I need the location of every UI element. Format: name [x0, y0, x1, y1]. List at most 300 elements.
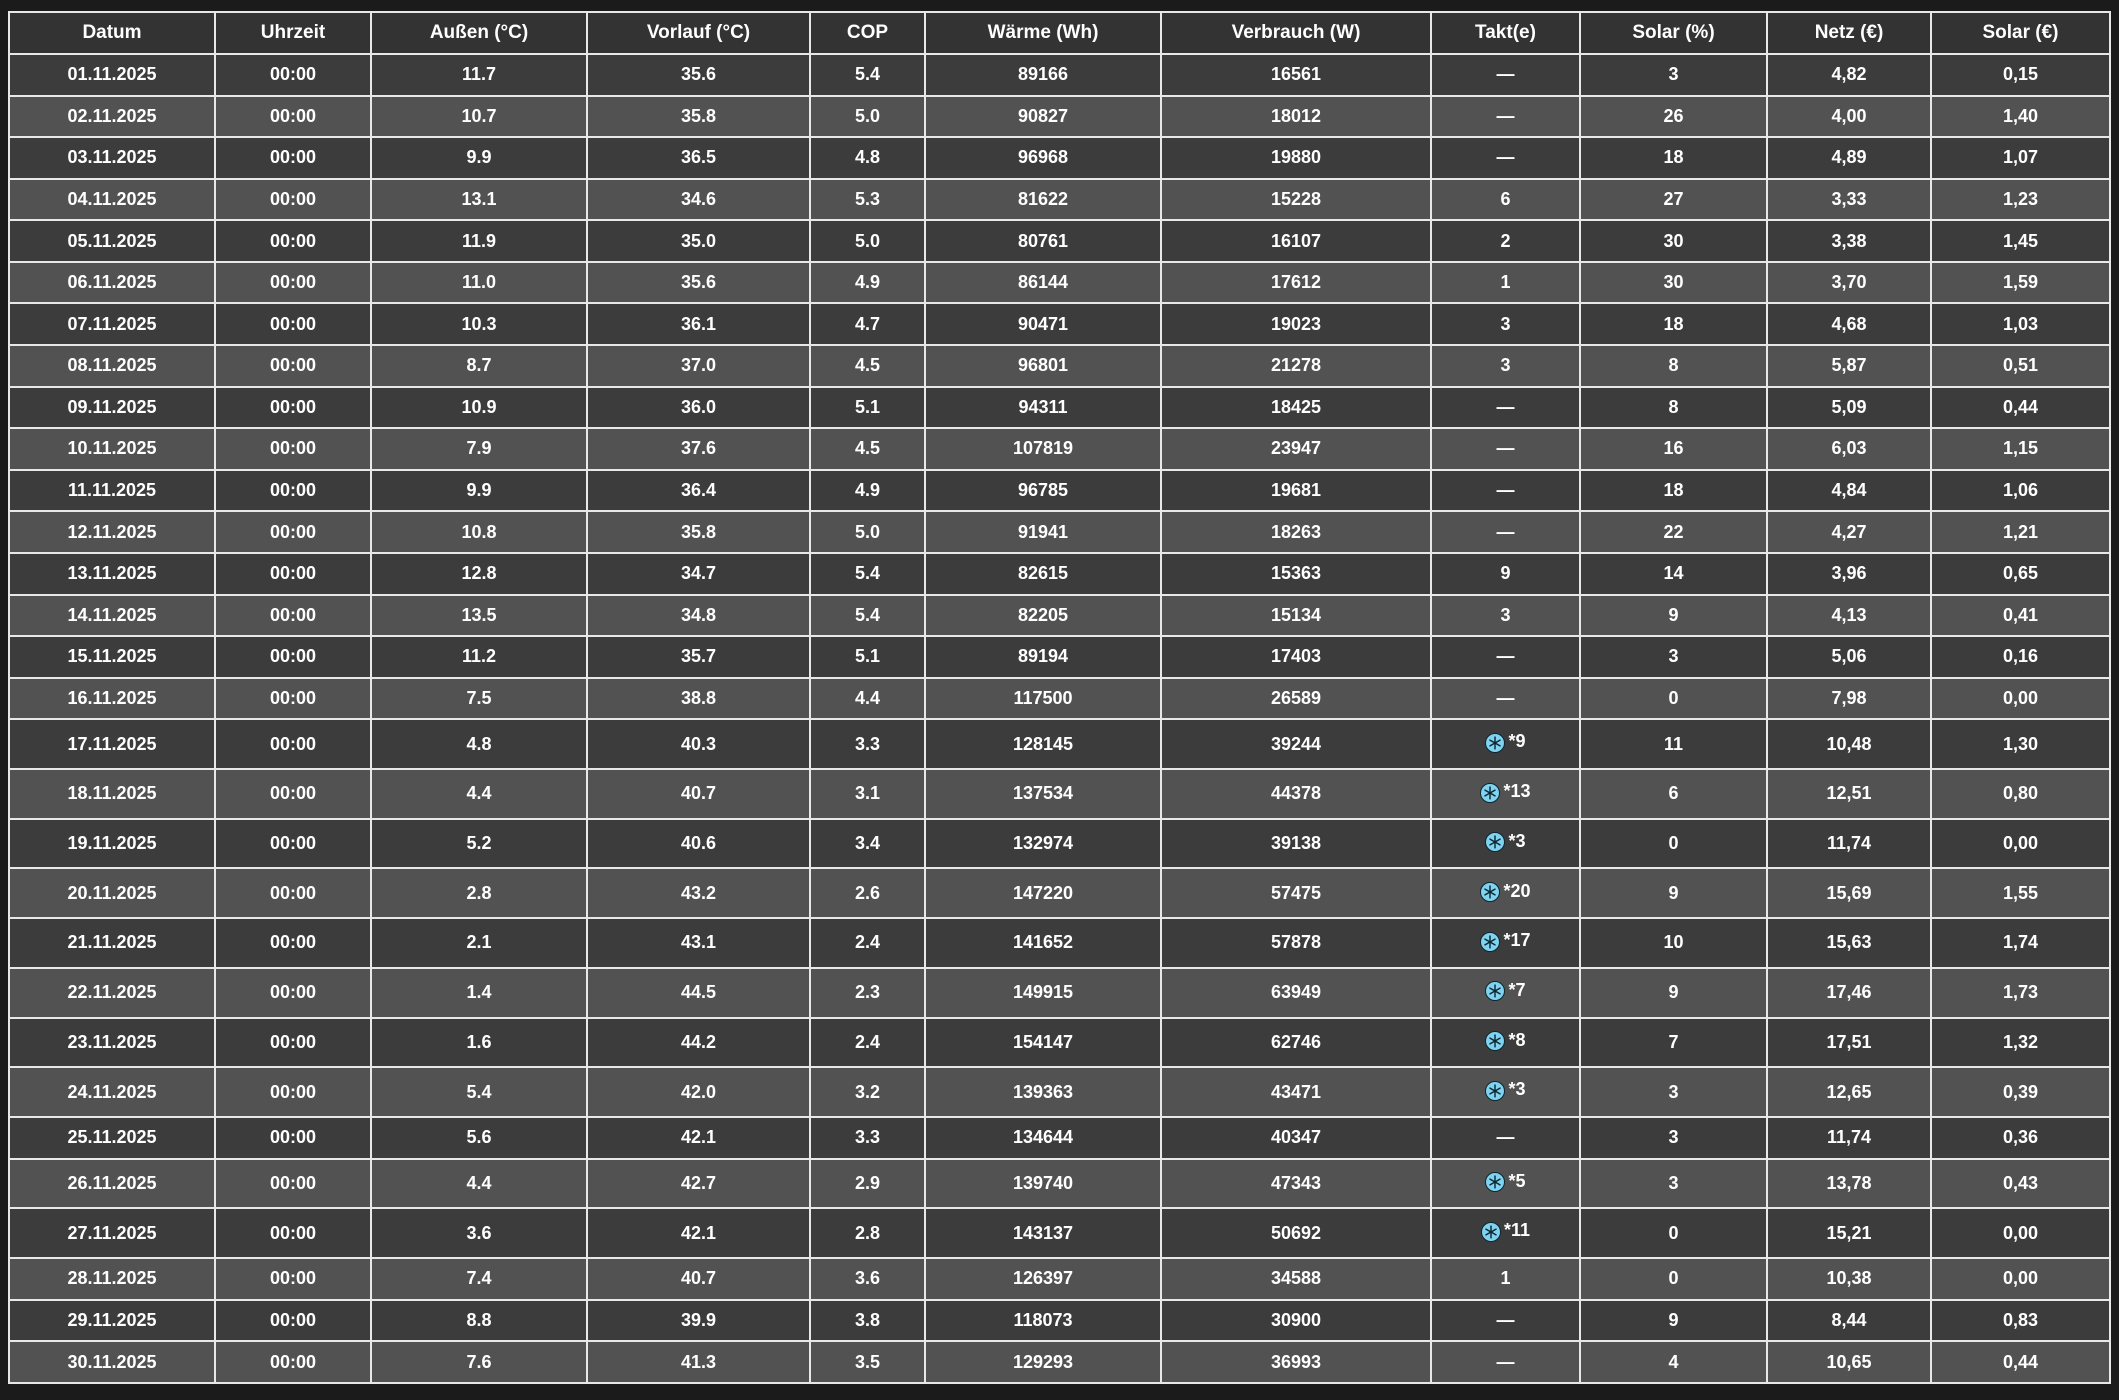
cell-takte — [1431, 428, 1580, 470]
cell-uhrzeit: 00:00 — [215, 387, 371, 429]
cell-netz-eur: 10,48 — [1767, 719, 1931, 769]
cell-cop: 2.8 — [810, 1208, 925, 1258]
cell-solar-eur: 0,41 — [1931, 595, 2110, 637]
cell-solar-eur: 1,59 — [1931, 262, 2110, 304]
takt-value: — — [1496, 521, 1515, 542]
cell-datum: 16.11.2025 — [9, 678, 215, 720]
cell-netz-eur: 17,51 — [1767, 1018, 1931, 1068]
cell-uhrzeit: 00:00 — [215, 1018, 371, 1068]
takt-value-wrap — [1485, 1171, 1525, 1192]
cell-datum: 19.11.2025 — [9, 819, 215, 869]
cell-vorlauf: 35.8 — [587, 511, 810, 553]
cell-solar-pct: 3 — [1580, 1159, 1767, 1209]
cell-aussen: 1.6 — [371, 1018, 587, 1068]
takt-value-wrap — [1500, 272, 1510, 293]
cell-uhrzeit: 00:00 — [215, 470, 371, 512]
cell-waerme: 96785 — [925, 470, 1161, 512]
snowflake-icon — [1480, 882, 1500, 902]
cell-verbrauch: 17403 — [1161, 636, 1431, 678]
cell-aussen: 8.8 — [371, 1300, 587, 1342]
cell-uhrzeit: 00:00 — [215, 918, 371, 968]
cell-uhrzeit: 00:00 — [215, 54, 371, 96]
takt-value-wrap — [1497, 438, 1515, 459]
takt-value-wrap — [1497, 64, 1515, 85]
cell-solar-eur: 1,03 — [1931, 303, 2110, 345]
cell-cop: 3.3 — [810, 1117, 925, 1159]
cell-netz-eur: 5,06 — [1767, 636, 1931, 678]
snowflake-icon — [1485, 1031, 1505, 1051]
snowflake-icon — [1480, 932, 1500, 952]
cell-solar-eur: 0,83 — [1931, 1300, 2110, 1342]
cell-waerme: 134644 — [925, 1117, 1161, 1159]
cell-uhrzeit: 00:00 — [215, 636, 371, 678]
cell-verbrauch: 16561 — [1161, 54, 1431, 96]
cell-waerme: 149915 — [925, 968, 1161, 1018]
takt-value: — — [1496, 1309, 1515, 1330]
cell-takte — [1431, 345, 1580, 387]
table-body — [9, 54, 2110, 1383]
takt-value-wrap — [1497, 147, 1515, 168]
takt-value-wrap — [1500, 1268, 1510, 1289]
cell-vorlauf: 35.6 — [587, 54, 810, 96]
cell-takte — [1431, 54, 1580, 96]
cell-vorlauf: 36.5 — [587, 137, 810, 179]
takt-value: — — [1496, 147, 1515, 168]
cell-vorlauf: 43.2 — [587, 868, 810, 918]
takt-value-wrap — [1497, 106, 1515, 127]
cell-solar-eur: 1,07 — [1931, 137, 2110, 179]
cell-cop: 3.8 — [810, 1300, 925, 1342]
cell-aussen: 1.4 — [371, 968, 587, 1018]
column-header-uhrzeit[interactable]: Uhrzeit — [215, 12, 371, 54]
cell-waerme: 94311 — [925, 387, 1161, 429]
column-header-solar-pct[interactable]: Solar (%) — [1580, 12, 1767, 54]
cell-netz-eur: 3,33 — [1767, 179, 1931, 221]
cell-waerme: 118073 — [925, 1300, 1161, 1342]
cell-waerme: 86144 — [925, 262, 1161, 304]
cell-cop: 5.0 — [810, 511, 925, 553]
takt-value: 1 — [1500, 1268, 1511, 1289]
cell-uhrzeit: 00:00 — [215, 1258, 371, 1300]
cell-solar-eur: 1,15 — [1931, 428, 2110, 470]
cell-datum: 04.11.2025 — [9, 179, 215, 221]
cell-verbrauch: 43471 — [1161, 1067, 1431, 1117]
cell-uhrzeit: 00:00 — [215, 1067, 371, 1117]
cell-netz-eur: 4,68 — [1767, 303, 1931, 345]
cell-aussen: 13.5 — [371, 595, 587, 637]
snowflake-icon — [1485, 733, 1505, 753]
table-row[interactable] — [9, 719, 2110, 769]
cell-takte — [1431, 1208, 1580, 1258]
table-row[interactable] — [9, 595, 2110, 637]
table-row[interactable] — [9, 819, 2110, 869]
cell-vorlauf: 35.8 — [587, 96, 810, 138]
table-row[interactable] — [9, 387, 2110, 429]
cell-datum: 20.11.2025 — [9, 868, 215, 918]
table-row[interactable] — [9, 1067, 2110, 1117]
cell-solar-pct: 4 — [1580, 1341, 1767, 1383]
takt-value: *11 — [1503, 1220, 1531, 1241]
cell-aussen: 8.7 — [371, 345, 587, 387]
cell-takte — [1431, 918, 1580, 968]
cell-vorlauf: 42.1 — [587, 1117, 810, 1159]
cell-aussen: 5.4 — [371, 1067, 587, 1117]
cell-solar-eur: 0,65 — [1931, 553, 2110, 595]
cell-uhrzeit: 00:00 — [215, 719, 371, 769]
cell-uhrzeit: 00:00 — [215, 595, 371, 637]
column-header-aussen[interactable]: Außen (°C) — [371, 12, 587, 54]
column-header-takte[interactable]: Takt(e) — [1431, 12, 1580, 54]
cell-takte — [1431, 511, 1580, 553]
cell-datum: 10.11.2025 — [9, 428, 215, 470]
cell-verbrauch: 19023 — [1161, 303, 1431, 345]
table-header — [9, 12, 2110, 54]
cell-waerme: 90471 — [925, 303, 1161, 345]
cell-netz-eur: 4,82 — [1767, 54, 1931, 96]
cell-datum: 09.11.2025 — [9, 387, 215, 429]
cell-cop: 3.3 — [810, 719, 925, 769]
cell-cop: 4.9 — [810, 262, 925, 304]
cell-aussen: 13.1 — [371, 179, 587, 221]
cell-aussen: 11.9 — [371, 220, 587, 262]
cell-takte — [1431, 553, 1580, 595]
cell-waerme: 143137 — [925, 1208, 1161, 1258]
cell-verbrauch: 44378 — [1161, 769, 1431, 819]
column-header-waerme[interactable]: Wärme (Wh) — [925, 12, 1161, 54]
cell-datum: 01.11.2025 — [9, 54, 215, 96]
cell-verbrauch: 30900 — [1161, 1300, 1431, 1342]
takt-value-wrap — [1500, 189, 1510, 210]
cell-verbrauch: 23947 — [1161, 428, 1431, 470]
cell-datum: 11.11.2025 — [9, 470, 215, 512]
cell-netz-eur: 7,98 — [1767, 678, 1931, 720]
column-header-vorlauf[interactable]: Vorlauf (°C) — [587, 12, 810, 54]
cell-takte — [1431, 1117, 1580, 1159]
cell-solar-eur: 0,43 — [1931, 1159, 2110, 1209]
cell-netz-eur: 15,63 — [1767, 918, 1931, 968]
cell-solar-eur: 0,15 — [1931, 54, 2110, 96]
table-row[interactable] — [9, 220, 2110, 262]
takt-value: 3 — [1500, 355, 1511, 376]
cell-datum: 06.11.2025 — [9, 262, 215, 304]
cell-datum: 05.11.2025 — [9, 220, 215, 262]
table-row[interactable] — [9, 54, 2110, 96]
cell-verbrauch: 18012 — [1161, 96, 1431, 138]
cell-uhrzeit: 00:00 — [215, 1300, 371, 1342]
cell-cop: 5.4 — [810, 553, 925, 595]
cell-verbrauch: 50692 — [1161, 1208, 1431, 1258]
table-row[interactable] — [9, 96, 2110, 138]
takt-value-wrap — [1485, 1030, 1525, 1051]
takt-value-wrap — [1485, 1079, 1525, 1100]
cell-aussen: 9.9 — [371, 137, 587, 179]
cell-solar-eur: 1,55 — [1931, 868, 2110, 918]
takt-value-wrap — [1497, 1310, 1515, 1331]
cell-takte — [1431, 387, 1580, 429]
cell-netz-eur: 10,65 — [1767, 1341, 1931, 1383]
cell-solar-pct: 8 — [1580, 345, 1767, 387]
cell-uhrzeit: 00:00 — [215, 428, 371, 470]
table-row[interactable] — [9, 1208, 2110, 1258]
cell-aussen: 9.9 — [371, 470, 587, 512]
column-header-datum[interactable]: Datum — [9, 12, 215, 54]
table-row[interactable] — [9, 179, 2110, 221]
cell-waerme: 129293 — [925, 1341, 1161, 1383]
cell-solar-eur: 1,73 — [1931, 968, 2110, 1018]
cell-aussen: 10.3 — [371, 303, 587, 345]
cell-solar-pct: 18 — [1580, 470, 1767, 512]
cell-solar-pct: 9 — [1580, 1300, 1767, 1342]
cell-cop: 5.3 — [810, 179, 925, 221]
takt-value-wrap — [1497, 397, 1515, 418]
takt-value: — — [1496, 1127, 1515, 1148]
cell-aussen: 7.5 — [371, 678, 587, 720]
cell-vorlauf: 36.4 — [587, 470, 810, 512]
table-row[interactable] — [9, 1341, 2110, 1383]
cell-vorlauf: 37.0 — [587, 345, 810, 387]
cell-cop: 5.1 — [810, 387, 925, 429]
cell-uhrzeit: 00:00 — [215, 1117, 371, 1159]
cell-verbrauch: 26589 — [1161, 678, 1431, 720]
table-row[interactable] — [9, 345, 2110, 387]
table-row[interactable] — [9, 636, 2110, 678]
table-row[interactable] — [9, 428, 2110, 470]
cell-aussen: 10.9 — [371, 387, 587, 429]
cell-uhrzeit: 00:00 — [215, 345, 371, 387]
snowflake-icon — [1481, 1222, 1501, 1242]
cell-takte — [1431, 137, 1580, 179]
cell-cop: 5.0 — [810, 96, 925, 138]
cell-netz-eur: 11,74 — [1767, 819, 1931, 869]
cell-solar-eur: 0,36 — [1931, 1117, 2110, 1159]
cell-cop: 5.4 — [810, 595, 925, 637]
cell-waerme: 132974 — [925, 819, 1161, 869]
takt-value-wrap — [1497, 522, 1515, 543]
cell-vorlauf: 36.1 — [587, 303, 810, 345]
cell-waerme: 137534 — [925, 769, 1161, 819]
cell-solar-pct: 9 — [1580, 868, 1767, 918]
cell-cop: 2.9 — [810, 1159, 925, 1209]
table-row[interactable] — [9, 1117, 2110, 1159]
cell-uhrzeit: 00:00 — [215, 96, 371, 138]
cell-solar-pct: 26 — [1580, 96, 1767, 138]
cell-netz-eur: 11,74 — [1767, 1117, 1931, 1159]
cell-aussen: 4.8 — [371, 719, 587, 769]
cell-solar-eur: 1,23 — [1931, 179, 2110, 221]
cell-aussen: 4.4 — [371, 769, 587, 819]
takt-value: — — [1496, 646, 1515, 667]
cell-solar-pct: 8 — [1580, 387, 1767, 429]
cell-netz-eur: 4,89 — [1767, 137, 1931, 179]
cell-datum: 02.11.2025 — [9, 96, 215, 138]
cell-uhrzeit: 00:00 — [215, 179, 371, 221]
cell-uhrzeit: 00:00 — [215, 1159, 371, 1209]
cell-netz-eur: 6,03 — [1767, 428, 1931, 470]
cell-solar-eur: 0,00 — [1931, 1258, 2110, 1300]
cell-takte — [1431, 179, 1580, 221]
cell-cop: 2.3 — [810, 968, 925, 1018]
cell-netz-eur: 4,00 — [1767, 96, 1931, 138]
cell-cop: 3.5 — [810, 1341, 925, 1383]
table-row[interactable] — [9, 137, 2110, 179]
cell-datum: 27.11.2025 — [9, 1208, 215, 1258]
cell-uhrzeit: 00:00 — [215, 819, 371, 869]
cell-vorlauf: 35.6 — [587, 262, 810, 304]
cell-verbrauch: 19681 — [1161, 470, 1431, 512]
cell-solar-pct: 27 — [1580, 179, 1767, 221]
cell-netz-eur: 10,38 — [1767, 1258, 1931, 1300]
cell-solar-pct: 10 — [1580, 918, 1767, 968]
table-row[interactable] — [9, 1159, 2110, 1209]
takt-value: *17 — [1503, 930, 1531, 951]
takt-value-wrap — [1497, 1127, 1515, 1148]
table-row[interactable] — [9, 769, 2110, 819]
cell-datum: 26.11.2025 — [9, 1159, 215, 1209]
takt-value: — — [1496, 687, 1515, 708]
cell-datum: 21.11.2025 — [9, 918, 215, 968]
takt-value: *9 — [1508, 731, 1526, 752]
cell-waerme: 82615 — [925, 553, 1161, 595]
column-header-solar-eur[interactable]: Solar (€) — [1931, 12, 2110, 54]
table-row[interactable] — [9, 262, 2110, 304]
cell-cop: 5.0 — [810, 220, 925, 262]
cell-datum: 07.11.2025 — [9, 303, 215, 345]
cell-solar-eur: 0,80 — [1931, 769, 2110, 819]
cell-takte — [1431, 1018, 1580, 1068]
table-row[interactable] — [9, 553, 2110, 595]
takt-value: — — [1496, 438, 1515, 459]
takt-value: — — [1496, 105, 1515, 126]
cell-cop: 4.4 — [810, 678, 925, 720]
cell-aussen: 3.6 — [371, 1208, 587, 1258]
cell-datum: 14.11.2025 — [9, 595, 215, 637]
cell-cop: 4.5 — [810, 345, 925, 387]
takt-value: *3 — [1508, 830, 1526, 851]
cell-vorlauf: 34.6 — [587, 179, 810, 221]
cell-takte — [1431, 1341, 1580, 1383]
cell-waerme: 128145 — [925, 719, 1161, 769]
column-header-netz-eur[interactable]: Netz (€) — [1767, 12, 1931, 54]
cell-netz-eur: 13,78 — [1767, 1159, 1931, 1209]
cell-waerme: 147220 — [925, 868, 1161, 918]
cell-uhrzeit: 00:00 — [215, 1208, 371, 1258]
cell-vorlauf: 40.6 — [587, 819, 810, 869]
cell-netz-eur: 8,44 — [1767, 1300, 1931, 1342]
cell-waerme: 126397 — [925, 1258, 1161, 1300]
cell-takte — [1431, 470, 1580, 512]
cell-solar-pct: 22 — [1580, 511, 1767, 553]
cell-datum: 29.11.2025 — [9, 1300, 215, 1342]
cell-netz-eur: 5,87 — [1767, 345, 1931, 387]
cell-vorlauf: 41.3 — [587, 1341, 810, 1383]
cell-verbrauch: 15363 — [1161, 553, 1431, 595]
cell-solar-pct: 7 — [1580, 1018, 1767, 1068]
takt-value: 3 — [1500, 604, 1511, 625]
table-row[interactable] — [9, 678, 2110, 720]
cell-vorlauf: 40.7 — [587, 769, 810, 819]
takt-value: *20 — [1503, 880, 1531, 901]
cell-netz-eur: 3,38 — [1767, 220, 1931, 262]
cell-solar-pct: 9 — [1580, 595, 1767, 637]
cell-datum: 15.11.2025 — [9, 636, 215, 678]
takt-value-wrap — [1480, 781, 1530, 802]
cell-datum: 18.11.2025 — [9, 769, 215, 819]
cell-netz-eur: 12,51 — [1767, 769, 1931, 819]
takt-value: — — [1496, 1351, 1515, 1372]
cell-solar-pct: 16 — [1580, 428, 1767, 470]
cell-cop: 4.5 — [810, 428, 925, 470]
cell-solar-pct: 3 — [1580, 636, 1767, 678]
cell-vorlauf: 37.6 — [587, 428, 810, 470]
cell-netz-eur: 4,13 — [1767, 595, 1931, 637]
takt-value: 1 — [1500, 272, 1511, 293]
cell-solar-eur: 0,39 — [1931, 1067, 2110, 1117]
cell-uhrzeit: 00:00 — [215, 137, 371, 179]
cell-solar-pct: 11 — [1580, 719, 1767, 769]
takt-value-wrap — [1480, 881, 1530, 902]
cell-solar-pct: 30 — [1580, 262, 1767, 304]
table-row[interactable] — [9, 968, 2110, 1018]
takt-value-wrap — [1481, 1220, 1530, 1241]
table-row[interactable] — [9, 470, 2110, 512]
table-row[interactable] — [9, 1300, 2110, 1342]
cell-uhrzeit: 00:00 — [215, 1341, 371, 1383]
cell-vorlauf: 42.7 — [587, 1159, 810, 1209]
cell-uhrzeit: 00:00 — [215, 262, 371, 304]
cell-solar-eur: 0,16 — [1931, 636, 2110, 678]
cell-aussen: 5.2 — [371, 819, 587, 869]
cell-verbrauch: 57878 — [1161, 918, 1431, 968]
cell-takte — [1431, 868, 1580, 918]
cell-vorlauf: 35.7 — [587, 636, 810, 678]
cell-verbrauch: 19880 — [1161, 137, 1431, 179]
cell-takte — [1431, 769, 1580, 819]
table-row[interactable] — [9, 1258, 2110, 1300]
cell-netz-eur: 3,96 — [1767, 553, 1931, 595]
cell-aussen: 4.4 — [371, 1159, 587, 1209]
cell-uhrzeit: 00:00 — [215, 553, 371, 595]
cell-cop: 4.8 — [810, 137, 925, 179]
cell-waerme: 139363 — [925, 1067, 1161, 1117]
cell-aussen: 11.7 — [371, 54, 587, 96]
cell-takte — [1431, 719, 1580, 769]
cell-waerme: 96801 — [925, 345, 1161, 387]
cell-takte — [1431, 1067, 1580, 1117]
cell-uhrzeit: 00:00 — [215, 303, 371, 345]
cell-solar-pct: 0 — [1580, 819, 1767, 869]
table-row[interactable] — [9, 918, 2110, 968]
snowflake-icon — [1480, 783, 1500, 803]
cell-netz-eur: 15,21 — [1767, 1208, 1931, 1258]
takt-value-wrap — [1485, 831, 1525, 852]
cell-solar-eur: 1,32 — [1931, 1018, 2110, 1068]
cell-vorlauf: 40.3 — [587, 719, 810, 769]
table-row[interactable] — [9, 868, 2110, 918]
takt-value: *13 — [1503, 781, 1531, 802]
table-row[interactable] — [9, 303, 2110, 345]
cell-takte — [1431, 1258, 1580, 1300]
takt-value: 2 — [1500, 230, 1511, 251]
table-row[interactable] — [9, 511, 2110, 553]
column-header-verbrauch[interactable]: Verbrauch (W) — [1161, 12, 1431, 54]
cell-aussen: 7.4 — [371, 1258, 587, 1300]
table-row[interactable] — [9, 1018, 2110, 1068]
cell-aussen: 10.7 — [371, 96, 587, 138]
cell-waerme: 89166 — [925, 54, 1161, 96]
column-header-cop[interactable]: COP — [810, 12, 925, 54]
cell-aussen: 2.1 — [371, 918, 587, 968]
cell-aussen: 7.9 — [371, 428, 587, 470]
